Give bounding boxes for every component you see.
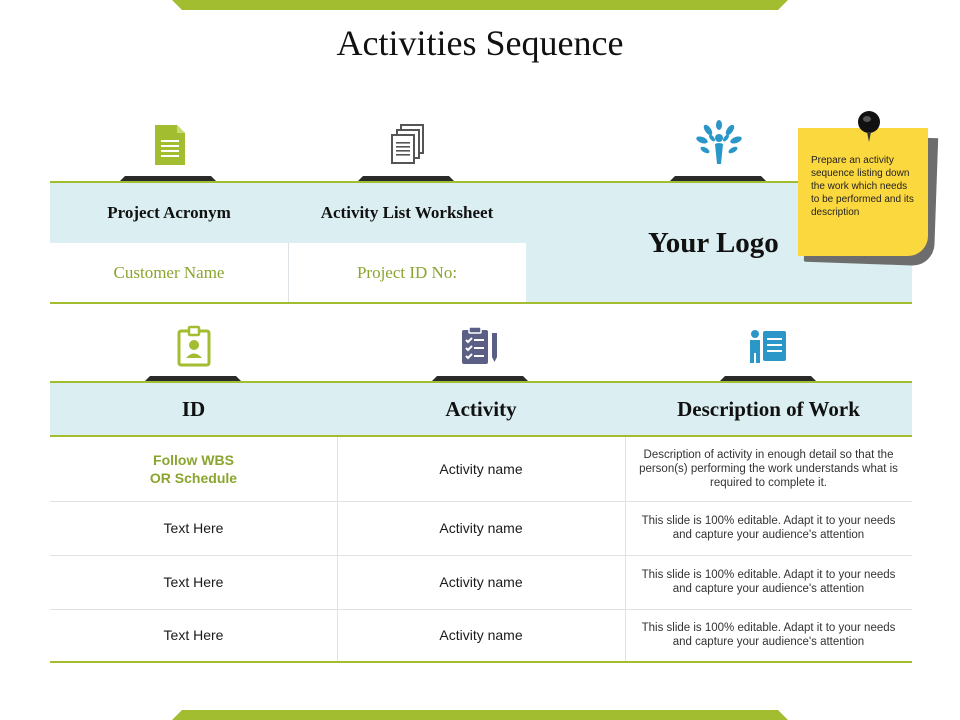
sticky-note: Prepare an activity sequence listing down the work which needs to be performed and its description: [798, 128, 928, 256]
bottom-accent-band: [0, 710, 960, 720]
header-project-acronym: Project Acronym: [107, 203, 231, 222]
column-header-activity: Activity: [445, 396, 517, 421]
id-badge-icon: [174, 324, 214, 368]
row-activity-cell: Activity name: [439, 627, 523, 643]
row-description-cell: This slide is 100% editable. Adapt it to your needs and capture your audience's attention: [641, 515, 896, 541]
row-description-cell: Description of activity in enough detail so that the person(s) performing the work understands what is required to complete it.: [639, 449, 898, 489]
logo-placeholder: Your Logo: [648, 226, 779, 259]
row-description-cell: This slide is 100% editable. Adapt it to your needs and capture your audience's attention: [641, 622, 896, 648]
customer-name-field[interactable]: Customer Name: [113, 263, 225, 282]
tree-person-icon: [696, 120, 742, 168]
column-header-description: Description of Work: [677, 396, 860, 421]
project-id-field[interactable]: Project ID No:: [356, 263, 458, 282]
row-activity-cell: Activity name: [439, 520, 523, 536]
document-stack-icon: [388, 122, 428, 166]
row-id-cell: Text Here: [163, 520, 224, 536]
page-title: Activities Sequence: [336, 23, 624, 63]
row-id-cell: Text Here: [163, 574, 224, 590]
header-activity-list-worksheet: Activity List Worksheet: [320, 203, 494, 222]
person-board-icon: [748, 324, 788, 368]
row-id-cell: Follow WBS OR Schedule: [149, 452, 238, 486]
column-header-id: ID: [181, 396, 206, 421]
row-activity-cell: Activity name: [439, 461, 523, 477]
row-description-cell: This slide is 100% editable. Adapt it to your needs and capture your audience's attention: [641, 569, 896, 595]
clipboard-checklist-icon: [460, 324, 500, 368]
row-activity-cell: Activity name: [439, 574, 523, 590]
top-accent-band: [0, 0, 960, 10]
table-bottom-rule: [50, 661, 912, 663]
document-icon: [150, 123, 190, 167]
row-id-cell: Text Here: [163, 627, 224, 643]
pushpin-icon: [856, 110, 882, 144]
